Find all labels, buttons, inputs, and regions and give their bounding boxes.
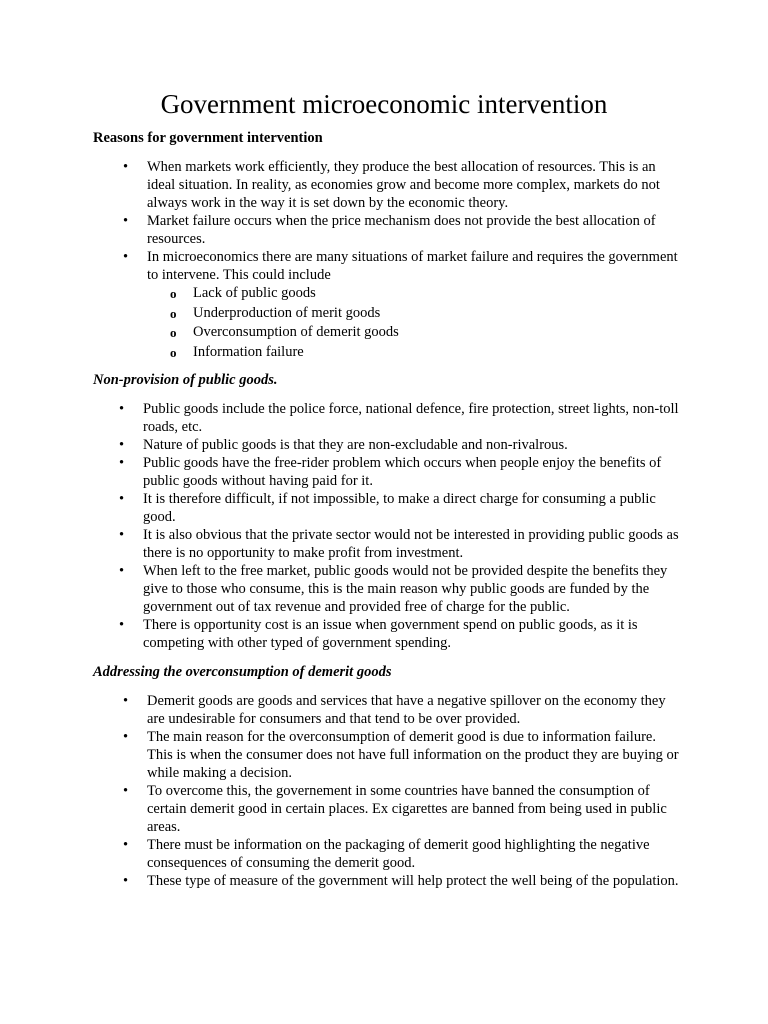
sub-list-item: o Information failure (193, 343, 679, 363)
list-item: • Market failure occurs when the price mechanism does not provide the best allocation of resources. (123, 213, 656, 247)
list-item: • Public goods have the free-rider problem which occurs when people enjoy the benefits of public goods without having paid for it. (119, 455, 662, 489)
sub-list-item: o Overconsumption of demerit goods (193, 323, 679, 343)
list-item: • There is opportunity cost is an issue when government spend on public goods, as it is competing with other typed of government spending. (119, 617, 638, 651)
bullet-icon: • (123, 693, 129, 709)
page-title: Government microeconomic intervention (160, 89, 608, 119)
bullet-icon: • (119, 527, 125, 543)
bullet-icon: • (123, 213, 129, 229)
bullet-icon: • (123, 783, 129, 799)
list-item: • There must be information on the packaging of demerit good highlighting the negative consequences of consuming the demerit good. (123, 837, 650, 871)
public-goods-list (119, 400, 679, 652)
list-item: • These type of measure of the government will help protect the well being of the population. (123, 873, 679, 889)
sub-list-item: o Lack of public goods (193, 284, 679, 304)
bullet-icon: • (119, 401, 125, 417)
circle-bullet-icon: o (170, 286, 177, 301)
circle-bullet-icon: o (170, 325, 177, 340)
bullet-icon: • (119, 455, 125, 471)
list-item: • It is also obvious that the private sector would not be interested in providing public goods as there is no opportunity to make profit from investment. (119, 527, 679, 561)
list-item: • Nature of public goods is that they are non-excludable and non-rivalrous. (119, 437, 568, 453)
section-heading-public-goods: Non-provision of public goods. (93, 372, 278, 388)
list-item: • When left to the free market, public goods would not be provided despite the benefits they give to those who consume, this is the main reason why public goods are funded by the government out of tax revenue and provided free of charge for the public. (119, 563, 668, 615)
bullet-icon: • (123, 729, 129, 745)
bullet-icon: • (123, 837, 129, 853)
section-heading-demerit-goods: Addressing the overconsumption of demerit goods (93, 664, 392, 680)
reasons-list (123, 158, 679, 362)
bullet-icon: • (119, 617, 125, 633)
bullet-icon: • (123, 159, 129, 175)
bullet-icon: • (123, 873, 129, 889)
list-item: • Demerit goods are goods and services that have a negative spillover on the economy they are undesirable for consumers and that tend to be over provided. (123, 693, 666, 727)
circle-bullet-icon: o (170, 344, 177, 360)
list-item: • In microeconomics there are many situations of market failure and requires the government to intervene. This could include o Lack of public goods o Underproduction of merit goods o Overconsumption of demerit goods o Information failure (147, 248, 679, 362)
bullet-icon: • (123, 249, 129, 265)
list-item: • It is therefore difficult, if not impossible, to make a direct charge for consuming a public good. (119, 491, 656, 525)
sub-list-item: o Underproduction of merit goods (193, 304, 679, 324)
bullet-icon: • (119, 563, 125, 579)
intervention-reasons-sublist (170, 284, 679, 362)
list-item: • The main reason for the overconsumption of demerit good is due to information failure. This is when the consumer does not have full information on the product they are buying or while making a decision. (123, 729, 679, 781)
circle-bullet-icon: o (170, 305, 177, 321)
list-item: • When markets work efficiently, they produce the best allocation of resources. This is an ideal situation. In reality, as economies grow and become more complex, markets do not always work in the way it is set down by the economic theory. (123, 159, 660, 211)
list-item: • Public goods include the police force, national defence, fire protection, street lights, non-toll roads, etc. (119, 401, 679, 435)
bullet-icon: • (119, 437, 125, 453)
demerit-goods-list (123, 692, 679, 890)
section-heading-reasons: Reasons for government intervention (93, 130, 323, 146)
list-item: • To overcome this, the governement in some countries have banned the consumption of certain demerit good in certain places. Ex cigarettes are banned from being used in public areas. (123, 783, 667, 835)
bullet-icon: • (119, 491, 125, 507)
